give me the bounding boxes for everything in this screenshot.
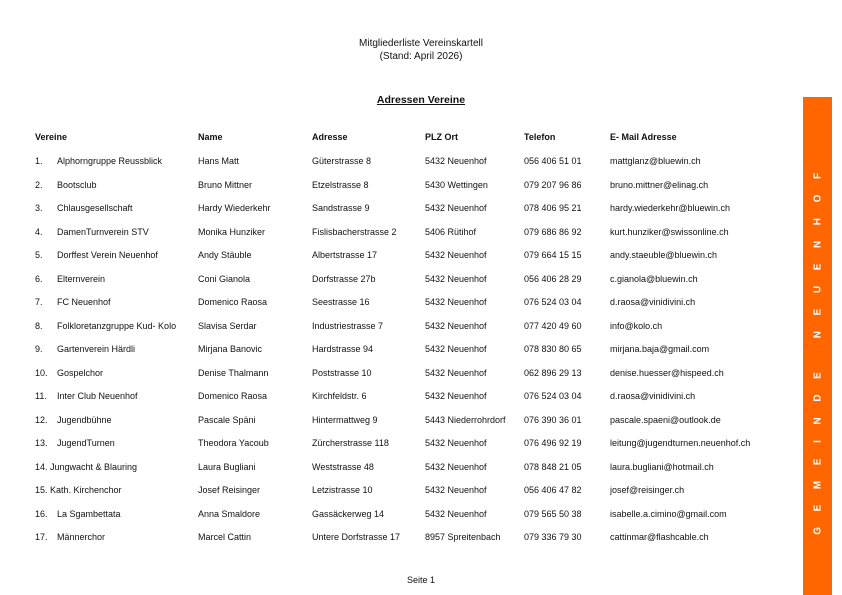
plz-ort-cell: 5432 Neuenhof: [425, 156, 487, 166]
email-cell: leitung@jugendturnen.neuenhof.ch: [610, 438, 751, 448]
plz-ort-cell: 5432 Neuenhof: [425, 250, 487, 260]
header-telefon: Telefon: [524, 132, 556, 142]
telefon-cell: 078 406 95 21: [524, 203, 582, 213]
plz-ort-cell: 5432 Neuenhof: [425, 203, 487, 213]
telefon-cell: 056 406 51 01: [524, 156, 582, 166]
verein-cell: Inter Club Neuenhof: [57, 391, 138, 401]
telefon-cell: 079 336 79 30: [524, 532, 582, 542]
plz-ort-cell: 5432 Neuenhof: [425, 273, 487, 284]
name-cell: Mirjana Banovic: [198, 344, 263, 354]
row-number: 8.: [35, 320, 43, 331]
adresse-cell: Zürcherstrasse 118: [312, 438, 389, 448]
document-title-line1: Mitgliederliste Vereinskartell: [359, 38, 483, 49]
row-number: 17.: [35, 532, 48, 542]
email-cell: andy.staeuble@bluewin.ch: [610, 250, 718, 260]
telefon-cell: 079 686 86 92: [524, 226, 582, 237]
email-cell: bruno.mittner@elinag.ch: [610, 179, 709, 190]
adresse-cell: Güterstrasse 8: [312, 156, 372, 166]
telefon-cell: 076 390 36 01: [524, 414, 582, 425]
header-name: Name: [198, 132, 223, 142]
verein-cell: FC Neuenhof: [57, 297, 111, 307]
adresse-cell: Gassäckerweg 14: [312, 508, 385, 519]
adresse-cell: Albertstrasse 17: [312, 250, 378, 260]
email-cell: isabelle.a.cimino@gmail.com: [610, 508, 727, 519]
adresse-cell: Untere Dorfstrasse 17: [312, 532, 401, 542]
adresse-cell: Hintermattweg 9: [312, 414, 378, 425]
verein-cell: Chlausgesellschaft: [57, 203, 133, 213]
header-plz-ort: PLZ Ort: [425, 132, 458, 142]
telefon-cell: 078 830 80 65: [524, 344, 582, 354]
name-cell: Slavisa Serdar: [198, 320, 257, 331]
name-cell: Laura Bugliani: [198, 461, 256, 472]
row-number: 1.: [35, 156, 43, 166]
name-cell: Hardy Wiederkehr: [198, 203, 271, 213]
row-number: 4.: [35, 226, 43, 237]
name-cell: Pascale Späni: [198, 414, 256, 425]
plz-ort-cell: 5432 Neuenhof: [425, 508, 487, 519]
telefon-cell: 062 896 29 13: [524, 367, 582, 378]
row-number: 13.: [35, 438, 48, 448]
email-cell: cattinmar@flashcable.ch: [610, 532, 709, 542]
row-number: 7.: [35, 297, 43, 307]
adresse-cell: Sandstrasse 9: [312, 203, 370, 213]
verein-cell: Dorffest Verein Neuenhof: [57, 250, 158, 260]
plz-ort-cell: 5432 Neuenhof: [425, 320, 487, 331]
email-cell: info@kolo.ch: [610, 320, 663, 331]
header-adresse: Adresse: [312, 132, 348, 142]
row-number: 16.: [35, 508, 48, 519]
verein-cell: Jugendbühne: [57, 414, 112, 425]
telefon-cell: 076 524 03 04: [524, 391, 582, 401]
email-cell: kurt.hunziker@swissonline.ch: [610, 226, 729, 237]
plz-ort-cell: 5406 Rütihof: [425, 226, 477, 237]
name-cell: Josef Reisinger: [198, 485, 261, 495]
adresse-cell: Industriestrasse 7: [312, 320, 384, 331]
header-email: E- Mail Adresse: [610, 132, 677, 142]
adresse-cell: Letzistrasse 10: [312, 485, 373, 495]
plz-ort-cell: 8957 Spreitenbach: [425, 532, 501, 542]
name-cell: Denise Thalmann: [198, 367, 269, 378]
verein-cell: Alphorngruppe Reussblick: [57, 156, 163, 166]
name-cell: Hans Matt: [198, 156, 240, 166]
plz-ort-cell: 5432 Neuenhof: [425, 461, 487, 472]
header-verein: Vereine: [35, 132, 68, 142]
name-cell: Andy Stäuble: [198, 250, 252, 260]
name-cell: Bruno Mittner: [198, 179, 253, 190]
verein-cell: Gartenverein Härdli: [57, 344, 136, 354]
email-cell: mirjana.baja@gmail.com: [610, 344, 710, 354]
email-cell: d.raosa@vinidivini.ch: [610, 391, 696, 401]
row-number: 6.: [35, 273, 43, 284]
telefon-cell: 079 207 96 86: [524, 179, 582, 190]
document-title-line2: (Stand: April 2026): [379, 51, 463, 62]
telefon-cell: 056 406 28 29: [524, 273, 582, 284]
row-number: 12.: [35, 414, 48, 425]
verein-cell: La Sgambettata: [57, 508, 121, 519]
telefon-cell: 079 565 50 38: [524, 508, 582, 519]
name-cell: Coni Gianola: [198, 273, 251, 284]
telefon-cell: 076 524 03 04: [524, 297, 582, 307]
telefon-cell: 056 406 47 82: [524, 485, 582, 495]
plz-ort-cell: 5432 Neuenhof: [425, 344, 487, 354]
adresse-cell: Etzelstrasse 8: [312, 179, 369, 190]
row-number: 2.: [35, 179, 43, 190]
email-cell: denise.huesser@hispeed.ch: [610, 367, 724, 378]
row-number: 11.: [35, 391, 47, 401]
verein-cell: DamenTurnverein STV: [57, 226, 149, 237]
telefon-cell: 077 420 49 60: [524, 320, 582, 331]
adresse-cell: Seestrasse 16: [312, 297, 370, 307]
plz-ort-cell: 5432 Neuenhof: [425, 367, 487, 378]
verein-cell: JugendTurnen: [57, 438, 115, 448]
verein-cell: 15. Kath. Kirchenchor: [35, 485, 122, 495]
email-cell: laura.bugliani@hotmail.ch: [610, 461, 714, 472]
adresse-cell: Fislisbacherstrasse 2: [312, 226, 397, 237]
sidebar-text: GEMEINDE NEUENHOF: [812, 157, 823, 535]
plz-ort-cell: 5432 Neuenhof: [425, 438, 487, 448]
email-cell: hardy.wiederkehr@bluewin.ch: [610, 203, 731, 213]
telefon-cell: 079 664 15 15: [524, 250, 582, 260]
email-cell: pascale.spaeni@outlook.de: [610, 414, 721, 425]
name-cell: Monika Hunziker: [198, 226, 266, 237]
row-number: 10.: [35, 367, 48, 378]
row-number: 3.: [35, 203, 43, 213]
verein-cell: 14. Jungwacht & Blauring: [35, 461, 138, 472]
telefon-cell: 076 496 92 19: [524, 438, 582, 448]
adresse-cell: Dorfstrasse 27b: [312, 273, 376, 284]
page-footer: Seite 1: [406, 575, 436, 585]
email-cell: josef@reisinger.ch: [610, 485, 685, 495]
gemeinde-neuenhof-sidebar: [803, 97, 832, 595]
name-cell: Anna Smaldore: [198, 508, 261, 519]
name-cell: Domenico Raosa: [198, 297, 268, 307]
telefon-cell: 078 848 21 05: [524, 461, 582, 472]
row-number: 5.: [35, 250, 43, 260]
plz-ort-cell: 5432 Neuenhof: [425, 485, 487, 495]
email-cell: c.gianola@bluewin.ch: [610, 273, 698, 284]
verein-cell: Gospelchor: [57, 367, 104, 378]
adresse-cell: Weststrasse 48: [312, 461, 374, 472]
plz-ort-cell: 5432 Neuenhof: [425, 391, 487, 401]
name-cell: Marcel Cattin: [198, 532, 252, 542]
adresse-cell: Poststrasse 10: [312, 367, 372, 378]
verein-cell: Folkloretanzgruppe Kud- Kolo: [57, 320, 177, 331]
document-title: [0, 37, 842, 63]
verein-cell: Elternverein: [57, 273, 106, 284]
verein-cell: Bootsclub: [57, 179, 97, 190]
plz-ort-cell: 5443 Niederrohrdorf: [425, 414, 506, 425]
adresse-cell: Hardstrasse 94: [312, 344, 374, 354]
section-title: Adressen Vereine: [376, 94, 466, 106]
email-cell: mattglanz@bluewin.ch: [610, 156, 701, 166]
email-cell: d.raosa@vinidivini.ch: [610, 297, 696, 307]
plz-ort-cell: 5430 Wettingen: [425, 179, 488, 190]
plz-ort-cell: 5432 Neuenhof: [425, 297, 487, 307]
row-number: 9.: [35, 344, 43, 354]
name-cell: Theodora Yacoub: [198, 438, 269, 448]
verein-cell: Männerchor: [57, 532, 106, 542]
adresse-cell: Kirchfeldstr. 6: [312, 391, 367, 401]
name-cell: Domenico Raosa: [198, 391, 268, 401]
